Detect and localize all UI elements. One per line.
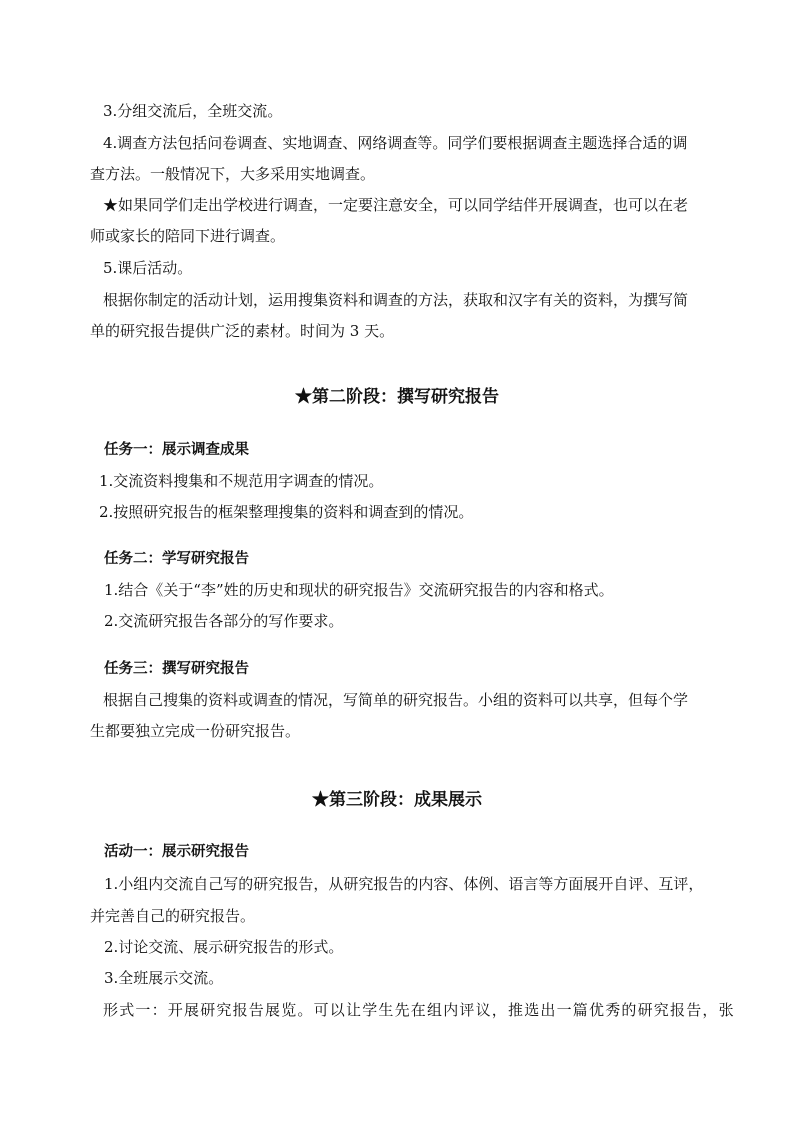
task2-item2: 2.交流研究报告各部分的写作要求。 [104, 612, 344, 630]
paragraph-safety-line2: 师或家长的陪同下进行调查。 [90, 227, 286, 245]
activity1-item3: 3.全班展示交流。 [104, 969, 224, 987]
task1-item1: 1.交流资料搜集和不规范用字调查的情况。 [99, 472, 384, 490]
task3-line2: 生都要独立完成一份研究报告。 [90, 722, 301, 740]
task2-item1: 1.结合《关于“李”姓的历史和现状的研究报告》交流研究报告的内容和格式。 [104, 581, 614, 599]
task3-title: 任务三：撰写研究报告 [104, 660, 249, 677]
stage3-heading: ★第三阶段：成果展示 [312, 790, 482, 810]
paragraph-step3: 3.分组交流后，全班交流。 [103, 102, 283, 120]
activity1-item1-line1: 1.小组内交流自己写的研究报告，从研究报告的内容、体例、语言等方面展开自评、互评， [104, 875, 704, 893]
task2-title: 任务二：学写研究报告 [104, 550, 249, 567]
paragraph-step4-line1: 4.调查方法包括问卷调查、实地调查、网络调查等。同学们要根据调查主题选择合适的调 [103, 134, 688, 152]
stage2-heading: ★第二阶段：撰写研究报告 [295, 387, 499, 407]
paragraph-plan-line1: 根据你制定的活动计划，运用搜集资料和调查的方法，获取和汉字有关的资料，为撰写简 [103, 291, 689, 309]
paragraph-step5: 5.课后活动。 [103, 259, 193, 277]
task1-item2: 2.按照研究报告的框架整理搜集的资料和调查到的情况。 [99, 503, 474, 521]
activity1-title: 活动一：展示研究报告 [104, 843, 249, 860]
activity1-item1-line2: 并完善自己的研究报告。 [90, 907, 256, 925]
paragraph-step4-line2: 查方法。一般情况下，大多采用实地调查。 [90, 165, 376, 183]
activity1-form1: 形式一：开展研究报告展览。可以让学生先在组内评议，推选出一篇优秀的研究报告，张 [103, 1001, 735, 1019]
paragraph-safety-line1: ★如果同学们走出学校进行调查，一定要注意安全，可以同学结伴开展调查，也可以在老 [103, 196, 689, 214]
task3-line1: 根据自己搜集的资料或调查的情况，写简单的研究报告。小组的资料可以共享，但每个学 [103, 691, 689, 709]
task1-title: 任务一：展示调查成果 [104, 441, 249, 458]
activity1-item2: 2.讨论交流、展示研究报告的形式。 [104, 938, 344, 956]
paragraph-plan-line2: 单的研究报告提供广泛的素材。时间为 3 天。 [90, 322, 395, 340]
